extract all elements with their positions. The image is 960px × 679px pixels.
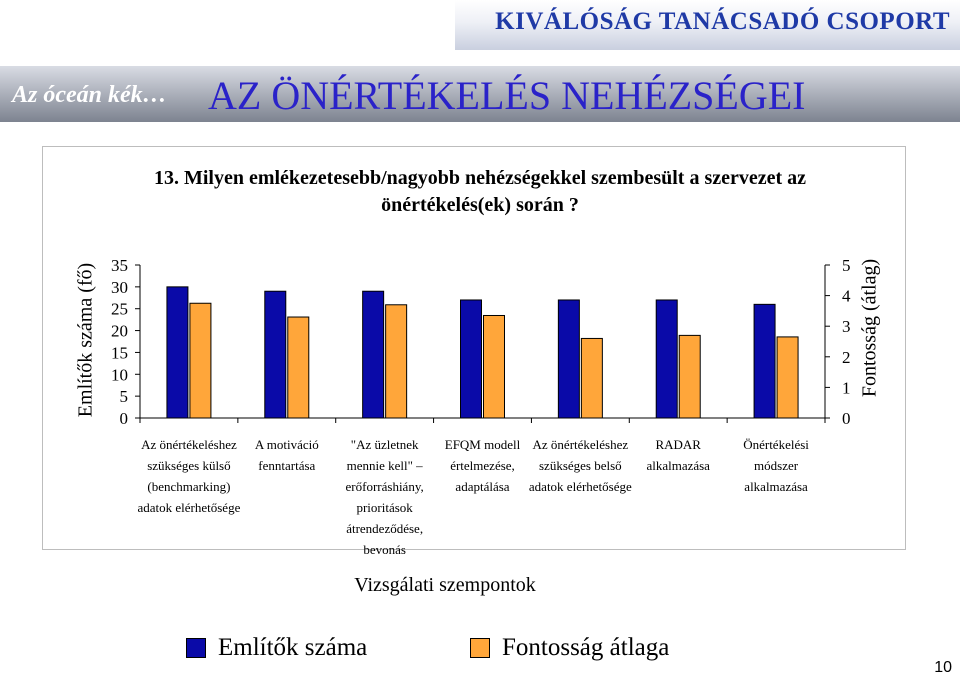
y2-tick-label: 1 [842,378,851,398]
y-tick-label: 10 [111,365,128,385]
x-axis-title: Vizsgálati szempontok [354,574,536,596]
y-tick-label: 20 [111,321,128,341]
legend-item-mentions [186,634,367,662]
page-title: AZ ÖNÉRTÉKELÉS NEHÉZSÉGEI [208,73,806,118]
bar-importance [679,335,700,418]
legend-swatch-mentions [186,638,206,658]
bar-importance [484,315,505,418]
y2-tick-label: 4 [842,286,851,306]
category-label: Önértékelési módszer alkalmazása [743,437,809,494]
legend-label-importance: Fontosság átlaga [502,634,670,661]
category-label: "Az üzletnek mennie kell" – erőforráshiány, prioritások átrendeződése, bevonás [345,437,424,557]
secondary-y-axis-title: Fontosság (átlag) [858,258,881,398]
legend-swatch-importance [470,638,490,658]
bar-importance [288,317,309,418]
y-tick-label: 30 [111,277,128,297]
bar-mentions [558,300,579,418]
y2-tick-label: 0 [842,409,851,428]
bar-importance [190,303,211,418]
y2-tick-label: 3 [842,317,851,337]
y-tick-label: 0 [119,409,128,428]
legend-label-mentions: Említők száma [218,634,368,661]
y-tick-label: 15 [111,343,128,363]
category-label: EFQM modell értelmezése, adaptálása [444,437,521,494]
category-label: RADAR alkalmazása [646,437,710,473]
bar-mentions [656,300,677,418]
category-label: Az önértékeléshez szükséges külső (benchmarking) adatok elérhetősége [137,437,241,515]
category-label: Az önértékeléshez szükséges belső adatok elérhetősége [528,437,632,494]
organization-name: KIVÁLÓSÁG TANÁCSADÓ CSOPORT [495,8,950,35]
bar-mentions [265,291,286,418]
y-tick-label: 25 [111,299,128,319]
bar-mentions [167,287,188,418]
y2-tick-label: 5 [842,256,851,275]
bar-mentions [363,291,384,418]
y-tick-label: 35 [111,256,128,275]
y2-tick-label: 2 [842,347,851,367]
category-label: A motiváció fenntartása [254,437,319,473]
tagline: Az óceán kék… [12,82,167,108]
y-tick-label: 5 [119,387,128,407]
bar-mentions [461,300,482,418]
legend-item-importance [470,634,669,662]
bar-importance [386,305,407,418]
page-number: 10 [934,659,952,676]
bar-importance [777,337,798,418]
chart-title: 13. Milyen emlékezetesebb/nagyobb nehézségekkel szembesült a szervezet az önértékelés(ek) során ? [153,167,807,216]
y-axis-title: Említők száma (fő) [74,262,97,418]
bar-mentions [754,304,775,418]
bar-importance [581,338,602,418]
